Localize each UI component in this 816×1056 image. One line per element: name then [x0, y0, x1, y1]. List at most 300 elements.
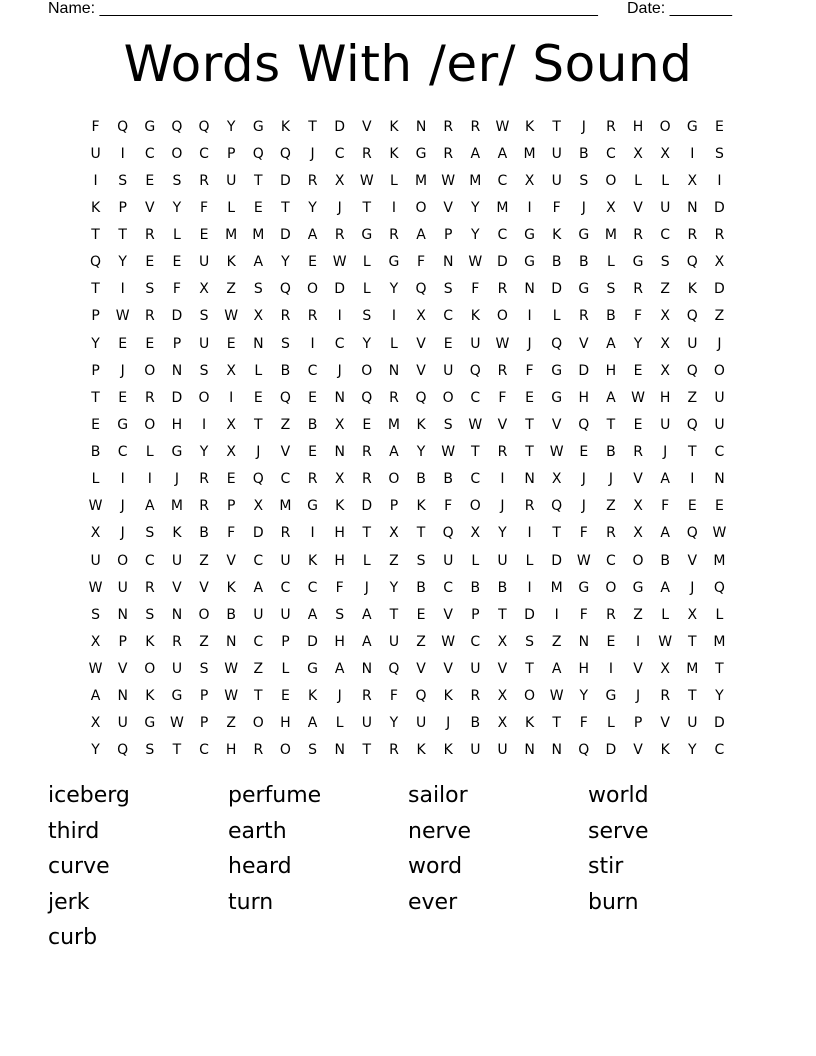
grid-letter[interactable]: S: [525, 633, 534, 650]
grid-letter[interactable]: E: [715, 498, 724, 515]
grid-letter[interactable]: S: [199, 362, 209, 379]
grid-letter[interactable]: G: [171, 688, 183, 705]
grid-letter[interactable]: V: [579, 335, 589, 352]
grid-letter[interactable]: T: [688, 633, 697, 650]
grid-letter[interactable]: E: [308, 254, 317, 271]
grid-letter[interactable]: O: [307, 281, 319, 298]
grid-letter[interactable]: K: [307, 552, 318, 569]
grid-letter[interactable]: A: [416, 227, 426, 244]
grid-letter[interactable]: S: [253, 281, 263, 298]
grid-letter[interactable]: W: [441, 444, 456, 461]
grid-letter[interactable]: O: [144, 661, 156, 678]
grid-letter[interactable]: N: [253, 335, 264, 352]
grid-letter[interactable]: V: [633, 661, 643, 678]
grid-letter[interactable]: S: [335, 606, 345, 623]
grid-letter[interactable]: U: [117, 579, 128, 596]
grid-letter[interactable]: L: [390, 335, 398, 352]
grid-letter[interactable]: O: [171, 145, 183, 162]
grid-letter[interactable]: O: [117, 552, 129, 569]
grid-letter[interactable]: E: [172, 254, 182, 271]
grid-letter[interactable]: G: [578, 579, 590, 596]
grid-letter[interactable]: S: [579, 172, 589, 189]
grid-letter[interactable]: U: [280, 606, 291, 623]
grid-letter[interactable]: T: [254, 416, 263, 433]
grid-letter[interactable]: S: [145, 606, 155, 623]
grid-letter[interactable]: Q: [686, 362, 698, 379]
grid-letter[interactable]: J: [690, 579, 695, 596]
grid-letter[interactable]: S: [199, 661, 209, 678]
grid-letter[interactable]: Y: [416, 444, 426, 461]
grid-letter[interactable]: J: [527, 335, 532, 352]
grid-letter[interactable]: Y: [362, 335, 372, 352]
grid-letter[interactable]: U: [660, 199, 671, 216]
grid-letter[interactable]: M: [387, 416, 400, 433]
grid-letter[interactable]: Y: [633, 335, 643, 352]
grid-letter[interactable]: R: [606, 525, 616, 542]
grid-letter[interactable]: D: [307, 633, 318, 650]
grid-letter[interactable]: L: [362, 552, 371, 569]
grid-letter[interactable]: T: [416, 525, 426, 542]
grid-letter[interactable]: R: [687, 227, 698, 244]
grid-letter[interactable]: R: [144, 227, 155, 244]
grid-letter[interactable]: X: [660, 335, 670, 352]
grid-letter[interactable]: Q: [686, 308, 698, 325]
grid-letter[interactable]: O: [415, 199, 427, 216]
grid-letter[interactable]: C: [253, 633, 264, 650]
grid-letter[interactable]: R: [633, 227, 643, 244]
grid-letter[interactable]: M: [252, 227, 265, 244]
grid-letter[interactable]: Q: [578, 742, 590, 759]
grid-letter[interactable]: C: [497, 172, 508, 189]
grid-letter[interactable]: X: [226, 362, 236, 379]
grid-letter[interactable]: T: [525, 416, 534, 433]
grid-letter[interactable]: G: [171, 444, 183, 461]
grid-letter[interactable]: Q: [469, 362, 481, 379]
grid-letter[interactable]: K: [524, 715, 535, 732]
grid-letter[interactable]: F: [417, 254, 426, 271]
grid-letter[interactable]: S: [199, 308, 209, 325]
grid-letter[interactable]: C: [470, 633, 481, 650]
grid-letter[interactable]: J: [446, 715, 451, 732]
grid-letter[interactable]: Q: [90, 254, 102, 271]
grid-letter[interactable]: C: [660, 227, 671, 244]
grid-letter[interactable]: P: [226, 498, 236, 515]
grid-letter[interactable]: U: [714, 416, 725, 433]
grid-letter[interactable]: U: [660, 416, 671, 433]
grid-letter[interactable]: X: [714, 254, 725, 271]
grid-letter[interactable]: B: [579, 254, 589, 271]
grid-letter[interactable]: W: [359, 172, 374, 189]
grid-letter[interactable]: V: [497, 416, 508, 433]
grid-letter[interactable]: T: [688, 444, 697, 461]
grid-letter[interactable]: T: [498, 606, 507, 623]
grid-letter[interactable]: R: [389, 227, 399, 244]
grid-letter[interactable]: I: [147, 471, 152, 488]
grid-letter[interactable]: L: [362, 254, 371, 271]
grid-letter[interactable]: R: [524, 498, 535, 515]
grid-letter[interactable]: G: [388, 254, 400, 271]
grid-letter[interactable]: H: [171, 416, 183, 433]
grid-letter[interactable]: T: [606, 416, 616, 433]
grid-letter[interactable]: A: [362, 606, 372, 623]
grid-letter[interactable]: C: [606, 145, 616, 162]
grid-letter[interactable]: W: [468, 416, 483, 433]
grid-letter[interactable]: L: [471, 552, 480, 569]
grid-letter[interactable]: J: [337, 688, 342, 705]
grid-letter[interactable]: Y: [91, 742, 100, 759]
grid-letter[interactable]: I: [635, 633, 641, 650]
grid-letter[interactable]: R: [361, 145, 372, 162]
grid-letter[interactable]: W: [549, 688, 564, 705]
grid-letter[interactable]: P: [91, 362, 100, 379]
grid-letter[interactable]: R: [470, 688, 481, 705]
grid-letter[interactable]: X: [334, 172, 345, 189]
grid-letter[interactable]: T: [91, 389, 100, 406]
grid-letter[interactable]: Y: [226, 118, 236, 135]
grid-letter[interactable]: O: [198, 389, 210, 406]
grid-letter[interactable]: Y: [308, 199, 317, 216]
grid-letter[interactable]: D: [605, 742, 617, 759]
grid-letter[interactable]: P: [172, 335, 182, 352]
grid-letter[interactable]: U: [551, 172, 562, 189]
grid-letter[interactable]: O: [252, 715, 264, 732]
grid-letter[interactable]: I: [527, 199, 532, 216]
grid-letter[interactable]: K: [660, 742, 670, 759]
grid-letter[interactable]: I: [120, 471, 125, 488]
grid-letter[interactable]: X: [687, 606, 698, 623]
grid-letter[interactable]: M: [686, 661, 699, 678]
grid-letter[interactable]: J: [608, 471, 613, 488]
grid-letter[interactable]: Q: [442, 525, 454, 542]
grid-letter[interactable]: F: [172, 281, 181, 298]
grid-letter[interactable]: G: [144, 118, 156, 135]
grid-letter[interactable]: P: [389, 498, 399, 515]
grid-letter[interactable]: V: [145, 199, 155, 216]
grid-letter[interactable]: W: [495, 335, 510, 352]
grid-letter[interactable]: J: [364, 579, 369, 596]
grid-letter[interactable]: G: [605, 688, 617, 705]
grid-letter[interactable]: R: [199, 172, 209, 189]
grid-letter[interactable]: R: [199, 498, 209, 515]
grid-letter[interactable]: X: [470, 525, 481, 542]
grid-letter[interactable]: E: [525, 389, 534, 406]
grid-letter[interactable]: T: [471, 444, 480, 461]
grid-letter[interactable]: M: [713, 633, 726, 650]
grid-letter[interactable]: N: [415, 118, 427, 135]
grid-letter[interactable]: O: [388, 471, 400, 488]
grid-letter[interactable]: E: [253, 389, 263, 406]
grid-letter[interactable]: S: [362, 308, 372, 325]
grid-letter[interactable]: X: [90, 633, 101, 650]
grid-letter[interactable]: Q: [117, 742, 129, 759]
grid-letter[interactable]: Q: [252, 145, 264, 162]
grid-letter[interactable]: F: [335, 579, 344, 596]
grid-letter[interactable]: X: [90, 525, 101, 542]
grid-letter[interactable]: Z: [551, 633, 562, 650]
grid-letter[interactable]: N: [171, 606, 183, 623]
grid-letter[interactable]: H: [578, 389, 590, 406]
grid-letter[interactable]: X: [660, 661, 670, 678]
grid-letter[interactable]: G: [117, 416, 129, 433]
grid-letter[interactable]: J: [120, 525, 125, 542]
grid-letter[interactable]: C: [117, 444, 128, 461]
grid-letter[interactable]: X: [551, 471, 562, 488]
grid-letter[interactable]: A: [307, 606, 318, 623]
grid-letter[interactable]: H: [334, 633, 345, 650]
grid-letter[interactable]: W: [332, 254, 347, 271]
grid-letter[interactable]: T: [552, 715, 561, 732]
grid-letter[interactable]: O: [144, 416, 156, 433]
grid-letter[interactable]: A: [307, 227, 318, 244]
grid-letter[interactable]: Q: [415, 281, 427, 298]
grid-letter[interactable]: W: [712, 525, 727, 542]
grid-letter[interactable]: G: [415, 145, 427, 162]
name-field-label[interactable]: Name: ________________________________________________________: [48, 0, 598, 17]
grid-letter[interactable]: O: [144, 362, 156, 379]
grid-letter[interactable]: X: [90, 715, 101, 732]
grid-letter[interactable]: K: [416, 498, 426, 515]
grid-letter[interactable]: X: [253, 308, 264, 325]
grid-letter[interactable]: M: [496, 199, 509, 216]
grid-letter[interactable]: G: [578, 227, 590, 244]
grid-letter[interactable]: C: [199, 742, 209, 759]
grid-letter[interactable]: J: [120, 498, 125, 515]
word-search-grid[interactable]: [82, 113, 733, 764]
grid-letter[interactable]: Q: [551, 498, 563, 515]
grid-letter[interactable]: U: [497, 742, 508, 759]
grid-letter[interactable]: L: [552, 308, 561, 325]
grid-letter[interactable]: A: [362, 633, 372, 650]
grid-letter[interactable]: K: [687, 281, 697, 298]
grid-letter[interactable]: T: [525, 661, 534, 678]
grid-letter[interactable]: B: [470, 579, 481, 596]
grid-letter[interactable]: L: [661, 172, 670, 189]
grid-letter[interactable]: T: [688, 688, 697, 705]
grid-letter[interactable]: N: [442, 254, 454, 271]
grid-letter[interactable]: Z: [226, 715, 236, 732]
grid-letter[interactable]: G: [632, 579, 644, 596]
grid-letter[interactable]: K: [145, 688, 155, 705]
grid-letter[interactable]: I: [717, 172, 722, 189]
grid-letter[interactable]: C: [199, 145, 209, 162]
grid-letter[interactable]: F: [634, 308, 643, 325]
grid-letter[interactable]: J: [337, 362, 342, 379]
grid-letter[interactable]: C: [144, 552, 155, 569]
grid-letter[interactable]: B: [416, 471, 426, 488]
grid-letter[interactable]: S: [660, 254, 670, 271]
grid-letter[interactable]: V: [280, 444, 291, 461]
grid-letter[interactable]: D: [361, 498, 373, 515]
grid-letter[interactable]: X: [660, 145, 670, 162]
grid-letter[interactable]: A: [660, 525, 670, 542]
grid-letter[interactable]: O: [469, 498, 481, 515]
grid-letter[interactable]: E: [226, 335, 236, 352]
grid-letter[interactable]: S: [606, 281, 616, 298]
grid-letter[interactable]: A: [470, 145, 481, 162]
grid-letter[interactable]: E: [443, 335, 453, 352]
grid-letter[interactable]: E: [91, 416, 100, 433]
grid-letter[interactable]: U: [388, 633, 400, 650]
grid-letter[interactable]: N: [171, 362, 183, 379]
grid-letter[interactable]: K: [172, 525, 182, 542]
grid-letter[interactable]: U: [470, 335, 481, 352]
grid-letter[interactable]: K: [443, 688, 453, 705]
grid-letter[interactable]: O: [279, 742, 291, 759]
grid-letter[interactable]: U: [443, 552, 454, 569]
grid-letter[interactable]: C: [497, 227, 508, 244]
grid-letter[interactable]: R: [280, 525, 291, 542]
grid-letter[interactable]: L: [634, 172, 642, 189]
grid-letter[interactable]: I: [201, 416, 207, 433]
grid-letter[interactable]: C: [334, 335, 345, 352]
grid-letter[interactable]: H: [280, 715, 291, 732]
grid-letter[interactable]: I: [120, 145, 125, 162]
grid-letter[interactable]: M: [279, 498, 292, 515]
grid-letter[interactable]: R: [307, 172, 318, 189]
grid-letter[interactable]: S: [172, 172, 182, 189]
grid-letter[interactable]: P: [226, 145, 236, 162]
grid-letter[interactable]: F: [579, 525, 588, 542]
grid-letter[interactable]: F: [579, 715, 588, 732]
grid-letter[interactable]: R: [660, 688, 671, 705]
grid-letter[interactable]: M: [469, 172, 482, 189]
grid-letter[interactable]: O: [713, 362, 725, 379]
grid-letter[interactable]: E: [606, 633, 616, 650]
grid-letter[interactable]: D: [578, 362, 590, 379]
grid-letter[interactable]: W: [88, 498, 103, 515]
grid-letter[interactable]: U: [253, 606, 264, 623]
grid-letter[interactable]: R: [361, 471, 372, 488]
grid-letter[interactable]: C: [714, 444, 725, 461]
grid-letter[interactable]: X: [524, 172, 535, 189]
grid-letter[interactable]: L: [525, 552, 534, 569]
grid-letter[interactable]: T: [91, 227, 100, 244]
grid-letter[interactable]: G: [144, 715, 156, 732]
grid-letter[interactable]: A: [551, 661, 562, 678]
grid-letter[interactable]: R: [144, 389, 155, 406]
grid-letter[interactable]: A: [606, 389, 616, 406]
grid-letter[interactable]: X: [226, 444, 236, 461]
grid-letter[interactable]: E: [226, 471, 236, 488]
grid-letter[interactable]: Y: [579, 688, 589, 705]
grid-letter[interactable]: X: [334, 416, 345, 433]
grid-letter[interactable]: R: [144, 579, 155, 596]
grid-letter[interactable]: V: [443, 661, 453, 678]
grid-letter[interactable]: F: [661, 498, 670, 515]
grid-letter[interactable]: R: [199, 471, 209, 488]
grid-letter[interactable]: J: [500, 498, 505, 515]
grid-letter[interactable]: H: [605, 362, 617, 379]
grid-letter[interactable]: S: [145, 525, 155, 542]
grid-letter[interactable]: U: [687, 715, 698, 732]
grid-letter[interactable]: Y: [471, 199, 480, 216]
grid-letter[interactable]: Y: [118, 254, 127, 271]
grid-letter[interactable]: H: [578, 661, 590, 678]
grid-letter[interactable]: O: [524, 688, 536, 705]
grid-letter[interactable]: T: [172, 742, 182, 759]
grid-letter[interactable]: M: [713, 552, 726, 569]
grid-letter[interactable]: K: [145, 633, 155, 650]
grid-letter[interactable]: R: [361, 688, 372, 705]
grid-letter[interactable]: U: [226, 172, 237, 189]
grid-letter[interactable]: X: [606, 199, 616, 216]
grid-letter[interactable]: P: [118, 633, 127, 650]
grid-letter[interactable]: A: [145, 498, 155, 515]
grid-letter[interactable]: I: [337, 308, 342, 325]
grid-letter[interactable]: Q: [279, 281, 291, 298]
grid-letter[interactable]: W: [549, 444, 564, 461]
grid-letter[interactable]: B: [199, 525, 209, 542]
grid-letter[interactable]: I: [310, 525, 315, 542]
grid-letter[interactable]: F: [91, 118, 100, 135]
grid-letter[interactable]: S: [145, 742, 155, 759]
grid-letter[interactable]: V: [633, 471, 643, 488]
grid-letter[interactable]: P: [118, 199, 127, 216]
grid-letter[interactable]: J: [120, 362, 125, 379]
grid-letter[interactable]: A: [660, 579, 670, 596]
grid-letter[interactable]: Z: [633, 606, 643, 623]
grid-letter[interactable]: F: [498, 389, 507, 406]
grid-letter[interactable]: R: [470, 118, 481, 135]
grid-letter[interactable]: V: [416, 362, 426, 379]
grid-letter[interactable]: Y: [91, 335, 100, 352]
grid-letter[interactable]: R: [497, 362, 508, 379]
grid-letter[interactable]: T: [389, 606, 399, 623]
grid-letter[interactable]: Y: [471, 227, 480, 244]
grid-letter[interactable]: T: [362, 525, 372, 542]
grid-letter[interactable]: X: [334, 471, 345, 488]
grid-letter[interactable]: D: [714, 199, 725, 216]
grid-letter[interactable]: V: [633, 742, 643, 759]
grid-letter[interactable]: G: [361, 227, 373, 244]
grid-letter[interactable]: W: [224, 661, 239, 678]
grid-letter[interactable]: J: [581, 498, 586, 515]
grid-letter[interactable]: W: [631, 389, 645, 406]
grid-letter[interactable]: I: [527, 308, 532, 325]
grid-letter[interactable]: Q: [578, 416, 590, 433]
grid-letter[interactable]: U: [361, 715, 372, 732]
grid-letter[interactable]: Q: [713, 579, 725, 596]
grid-letter[interactable]: L: [227, 199, 236, 216]
grid-letter[interactable]: F: [389, 688, 398, 705]
grid-letter[interactable]: I: [229, 389, 234, 406]
grid-letter[interactable]: X: [226, 416, 236, 433]
grid-letter[interactable]: V: [687, 552, 698, 569]
grid-letter[interactable]: E: [687, 498, 697, 515]
grid-letter[interactable]: A: [90, 688, 101, 705]
grid-letter[interactable]: Z: [606, 498, 616, 515]
grid-letter[interactable]: U: [714, 389, 725, 406]
grid-letter[interactable]: G: [551, 362, 563, 379]
grid-letter[interactable]: N: [225, 633, 237, 650]
grid-letter[interactable]: R: [443, 118, 454, 135]
grid-letter[interactable]: S: [443, 281, 453, 298]
grid-letter[interactable]: U: [280, 552, 291, 569]
grid-letter[interactable]: O: [496, 308, 508, 325]
grid-letter[interactable]: W: [224, 308, 239, 325]
grid-letter[interactable]: Q: [415, 688, 427, 705]
grid-letter[interactable]: Z: [199, 633, 209, 650]
grid-letter[interactable]: L: [607, 715, 615, 732]
grid-letter[interactable]: E: [579, 444, 589, 461]
grid-letter[interactable]: L: [390, 172, 398, 189]
grid-letter[interactable]: I: [554, 606, 559, 623]
grid-letter[interactable]: T: [715, 661, 724, 678]
grid-letter[interactable]: U: [551, 145, 562, 162]
grid-letter[interactable]: D: [497, 254, 508, 271]
grid-letter[interactable]: F: [525, 362, 534, 379]
grid-letter[interactable]: G: [632, 254, 644, 271]
